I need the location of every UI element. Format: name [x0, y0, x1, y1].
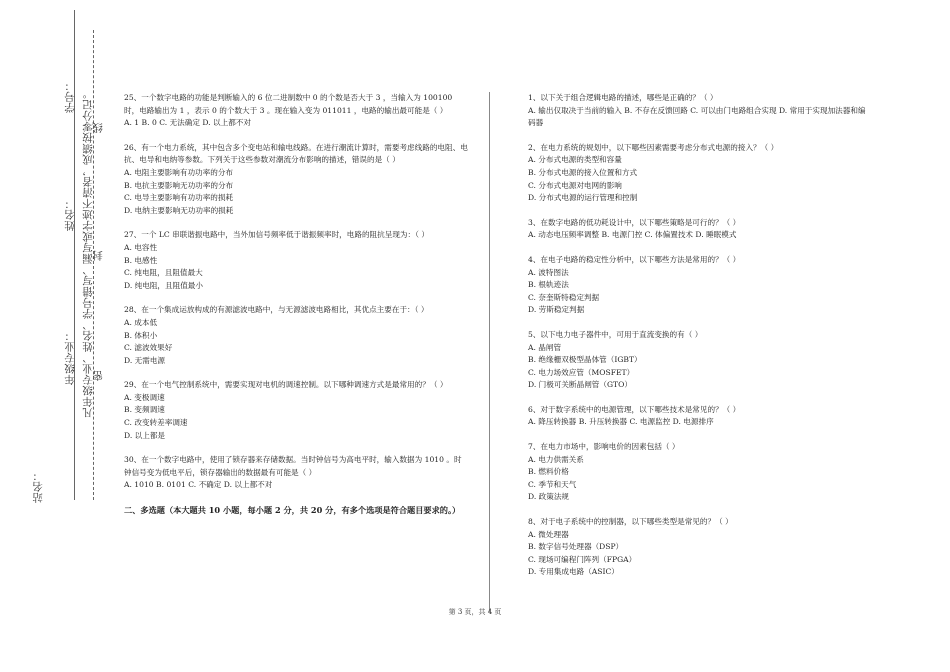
question-stem: 5、以下电力电子器件中，可用于直流变换的有（ ） [528, 329, 703, 339]
question-option: B. 根轨迹法 [528, 280, 569, 290]
question-option: C. 季节和天气 [528, 479, 577, 489]
question-option: B. 变频调速 [124, 405, 165, 415]
question-m5 [528, 329, 873, 392]
seal-mark: 封 [92, 250, 104, 261]
question-option: C. 奈奎斯特稳定判据 [528, 292, 600, 302]
question-option: A. 降压转换器 B. 升压转换器 C. 电源监控 D. 电源排序 [528, 417, 714, 427]
binding-margin [0, 0, 104, 672]
question-option: B. 燃料价格 [528, 467, 569, 477]
question-30 [124, 454, 469, 492]
question-option: D. 分布式电源的运行管理和控制 [528, 193, 638, 203]
question-option: A. 电容性 [124, 242, 158, 252]
question-m1 [528, 92, 873, 130]
question-option: C. 分布式电源对电网的影响 [528, 180, 622, 190]
question-stem: 3、在数字电路的低功耗设计中，以下哪些策略是可行的？（ ） [528, 217, 741, 227]
question-stem: 30、在一个数字电路中，使用了锁存器来存储数据。当时钟信号为高电平时，输入数据为 1010 。时钟信号变为低电平后，锁存器输出的数据最有可能是（ ） [124, 455, 462, 477]
question-25 [124, 92, 469, 130]
question-26 [124, 142, 469, 218]
question-stem: 27、一个 LC 串联谐振电路中，当外加信号频率低于谐振频率时，电路的阻抗呈现为：（ ） [124, 230, 429, 240]
question-stem: 26、有一个电力系统，其中包含多个变电站和输电线路。在进行潮流计算时，需要考虑线路的电阻、电抗、电导和电纳等参数。下列关于这些参数对潮流分布影响的描述，错误的是（ ） [124, 142, 468, 165]
question-option: D. 专用集成电路（ASIC） [528, 567, 619, 577]
question-option: A. 1 B. 0 C. 无法确定 D. 以上都不对 [124, 118, 251, 128]
question-option: C. 电力场效应管（MOSFET） [528, 367, 635, 377]
question-option: C. 改变转差率调速 [124, 418, 188, 428]
question-stem: 4、在电子电路的稳定性分析中，以下哪些方法是常用的？（ ） [528, 254, 741, 264]
column-divider [489, 92, 490, 612]
question-option: D. 纯电阻，且阻值最小 [124, 280, 203, 290]
question-option: C. 滤波效果好 [124, 343, 173, 353]
question-option: B. 电抗主要影响无功功率的分布 [124, 180, 234, 190]
question-m3 [528, 217, 873, 242]
question-stem: 7、在电力市场中，影响电价的因素包括（ ） [528, 442, 680, 452]
question-option: A. 输出仅取决于当前的输入 B. 不存在反馈回路 C. 可以由门电路组合实现 D. 常用于实现加法器和编码器 [528, 105, 866, 128]
question-stem: 25、一个数字电路的功能是判断输入的 6 位二进制数中 0 的个数是否大于 3 ，当输入为 100100 时，电路输出为 1 ，表示 0 的个数大于 3 。现在输入变为 011011 ，电路的输出最可能是（ ） [124, 93, 453, 115]
secret-mark: 密 [92, 370, 104, 381]
question-option: C. 电导主要影响有功功率的损耗 [124, 193, 234, 203]
question-stem: 2、在电力系统的规划中，以下哪些因素需要考虑分布式电源的接入？（ ） [528, 142, 779, 152]
question-option: B. 绝缘栅双极型晶体管（IGBT） [528, 355, 642, 365]
notice-text: 凡年级专业、姓名、学号错写、漏写或字迹不清者，成绩按零分记。 [82, 88, 94, 418]
question-m2 [528, 142, 873, 205]
question-option: B. 数字信号处理器（DSP） [528, 542, 624, 552]
name-label: 姓名： [64, 198, 76, 231]
question-option: A. 动态电压频率调整 B. 电源门控 C. 体偏置技术 D. 睡眠模式 [528, 230, 737, 240]
question-option: C. 纯电阻，且阻值最大 [124, 268, 203, 278]
right-column [528, 92, 873, 591]
seat-label: 学号： [64, 80, 76, 113]
question-m7 [528, 441, 873, 504]
question-option: A. 晶闸管 [528, 342, 562, 352]
question-option: C. 现场可编程门阵列（FPGA） [528, 554, 637, 564]
page-footer: 第 3 页，共 4 页 [448, 608, 502, 616]
question-stem: 29、在一个电气控制系统中，需要实现对电机的调速控制。以下哪种调速方式是最常用的？（ ） [124, 380, 448, 390]
question-27 [124, 229, 469, 292]
question-stem: 6、对于数字系统中的电源管理，以下哪些技术是常见的？（ ） [528, 404, 741, 414]
question-option: B. 电感性 [124, 255, 158, 265]
question-option: D. 以上都是 [124, 430, 166, 440]
question-option: A. 电力供需关系 [528, 454, 584, 464]
left-column [124, 92, 469, 517]
line-mark: 线 [92, 122, 104, 133]
question-option: A. 成本低 [124, 317, 158, 327]
question-28 [124, 304, 469, 367]
question-option: D. 政策法规 [528, 492, 570, 502]
question-option: A. 波特图法 [528, 267, 569, 277]
question-option: D. 电纳主要影响无功功率的损耗 [124, 205, 234, 215]
question-stem: 1、以下关于组合逻辑电路的描述，哪些是正确的？（ ） [528, 93, 718, 102]
question-m4 [528, 254, 873, 317]
question-stem: 28、在一个集成运放构成的有源滤波电路中，与无源滤波电路相比，其优点主要在于：（ ） [124, 305, 429, 315]
question-option: D. 无需电源 [124, 355, 166, 365]
school-label: 站名： [32, 470, 44, 503]
question-29 [124, 379, 469, 442]
question-m8 [528, 516, 873, 579]
major-label: 年级专业： [64, 330, 76, 385]
question-option: B. 分布式电源的接入位置和方式 [528, 167, 638, 177]
question-option: A. 变极调速 [124, 392, 165, 402]
question-m6 [528, 404, 873, 429]
question-option: B. 体积小 [124, 330, 158, 340]
question-stem: 8、对于电子系统中的控制器，以下哪些类型是常见的？（ ） [528, 517, 733, 527]
question-option: A. 电阻主要影响有功功率的分布 [124, 167, 234, 177]
section-title: 二、多选题（本大题共 10 小题，每小题 2 分，共 20 分，有多个选项是符合题目要求的。） [124, 505, 461, 516]
question-option: A. 微处理器 [528, 529, 569, 539]
question-option: D. 劳斯稳定判据 [528, 305, 585, 315]
question-option: D. 门极可关断晶闸管（GTO） [528, 380, 632, 390]
question-option: A. 分布式电源的类型和容量 [528, 155, 622, 165]
question-option: A. 1010 B. 0101 C. 不确定 D. 以上都不对 [124, 480, 273, 490]
